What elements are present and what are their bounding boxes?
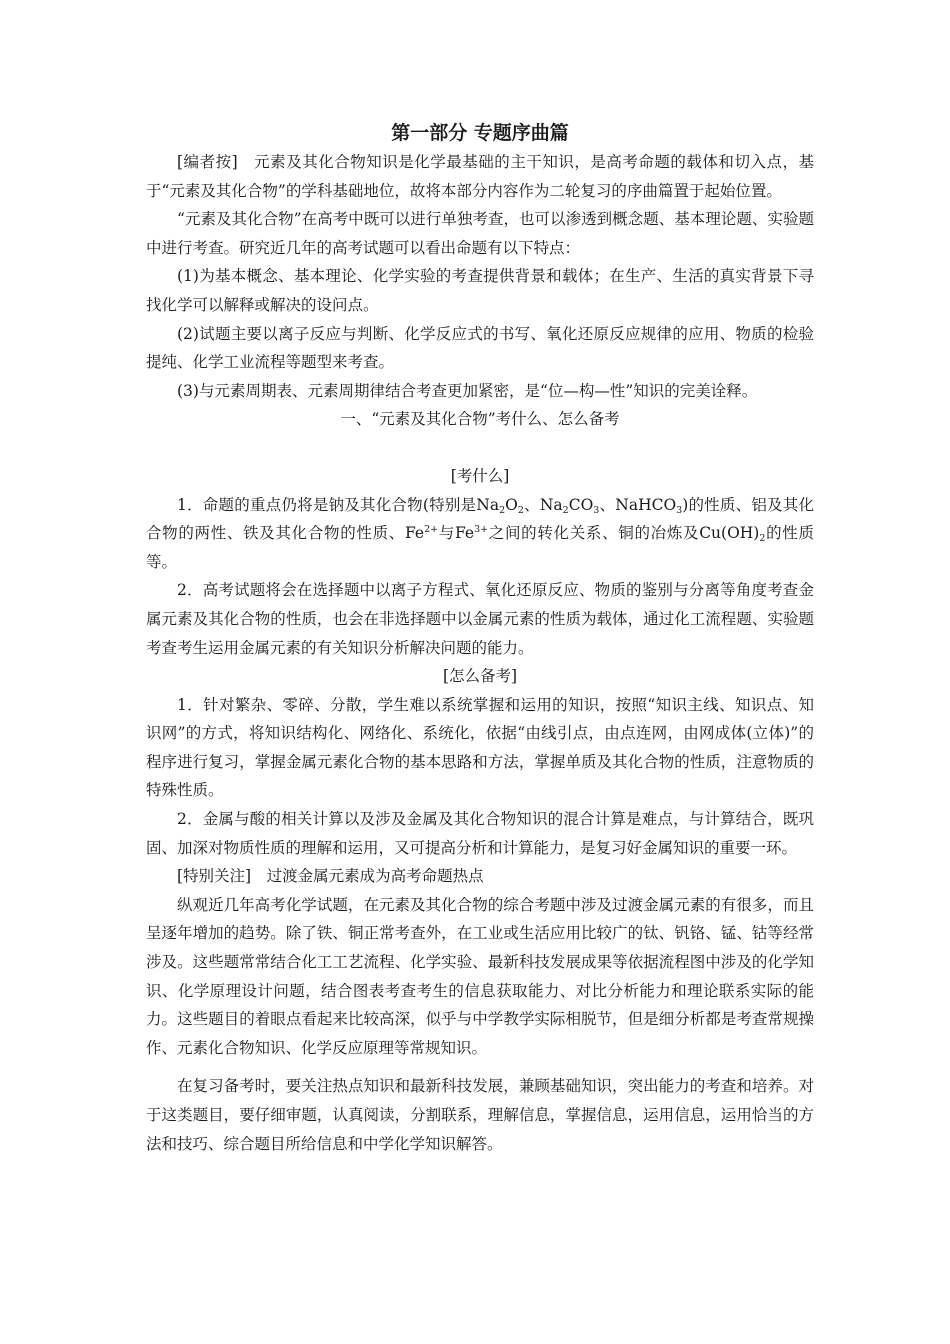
special-note [146,862,814,891]
editor-note-text: 元素及其化合物知识是化学最基础的主干知识，是高考命题的载体和切入点，基于“元素及其化合物”的学科基础地位，故将本部分内容作为二轮复习的序曲篇置于起始位置。 [146,153,814,200]
spacer [146,434,814,462]
special-note-text: 过渡金属元素成为高考命题热点 [266,867,484,886]
spacer [146,1062,814,1072]
how-point-1: 1．针对繁杂、零碎、分散，学生难以系统掌握和运用的知识，按照“知识主线、知识点、知识网”的方式，将知识结构化、网络化、系统化，依据“由线引点，由点连网，由网成体(立体)”的程序进行复习，掌握金属元素化合物的基本思路和方法，掌握单质及其化合物的性质，注意物质的特殊性质。 [146,695,814,800]
closing-paragraph-2: 在复习备考时，要关注热点知识和最新科技发展，兼顾基础知识，突出能力的考查和培养。对于这类题目，要仔细审题，认真阅读，分割联系，理解信息，掌握信息，运用信息，运用恰当的方法和技巧、综合题目所给信息和中学化学知识解答。 [146,1077,814,1153]
feature-3: (3)与元素周期表、元素周期律结合考查更加紧密，是“位—构—性”知识的完美诠释。 [177,381,758,400]
how-heading: [怎么备考] [442,667,518,686]
editor-note-tag: [编者按] [177,153,238,171]
intro-paragraph: “元素及其化合物”在高考中既可以进行单独考查，也可以渗透到概念题、基本理论题、实验题中进行考查。研究近几年的高考试题可以看出命题有以下特点： [146,210,814,257]
section-heading: 一、“元素及其化合物”考什么、怎么备考 [340,410,620,429]
feature-1: (1)为基本概念、基本理论、化学实验的考查提供背景和载体；在生产、生活的真实背景下寻找化学可以解释或解决的设问点。 [146,267,814,314]
how-point-2: 2．金属与酸的相关计算以及涉及金属及其化合物知识的混合计算是难点，与计算结合，既巩固、加深对物质性质的理解和运用，又可提高分析和计算能力，是复习好金属知识的重要一环。 [146,810,814,857]
page-title: 第一部分 专题序曲篇 [391,122,569,144]
feature-2: (2)试题主要以离子反应与判断、化学反应式的书写、氧化还原反应规律的应用、物质的检验提纯、化学工业流程等题型来考查。 [146,324,814,372]
what-point-1: 1．命题的重点仍将是钠及其化合物(特别是$Na_2O_2$、$Na_2CO_3$、NaHCO$_3$)的性质、铝及其化合物的两性、铁及其化合物的性质、$Fe^{2+}$与$Fe^{3+}$之间的转化关系、铜的冶炼及$Cu(OH)_2$的性质等。 [146,495,814,571]
closing-paragraph-1: 纵观近几年高考化学试题，在元素及其化合物的综合考题中涉及过渡金属元素的有很多，而且呈逐年增加的趋势。除了铁、铜正常考查外，在工业或生活应用比较广的钛、钒铬、锰、钴等经常涉及。这些题常常结合化工工艺流程、化学实验、最新科技发展成果等依据流程图中涉及的化学知识、化学原理设计问题，结合图表考查考生的信息获取能力、对比分析能力和理论联系实际的能力。这些题目的着眼点看起来比较高深，似乎与中学教学实际相脱节，但是细分析都是考查常规操作、元素化合物知识、化学反应原理等常规知识。 [146,895,814,1057]
what-point-2: 2．高考试题将会在选择题中以离子方程式、氧化还原反应、物质的鉴别与分离等角度考查金属元素及其化合物的性质，也会在非选择题中以金属元素的性质为载体，通过化工流程题、实验题考查考生运用金属元素的有关知识分析解决问题的能力。 [146,581,814,657]
editor-note [146,148,814,205]
document-page [146,118,814,1158]
special-note-tag: [特别关注] [177,867,252,886]
what-heading: [考什么] [450,466,510,485]
